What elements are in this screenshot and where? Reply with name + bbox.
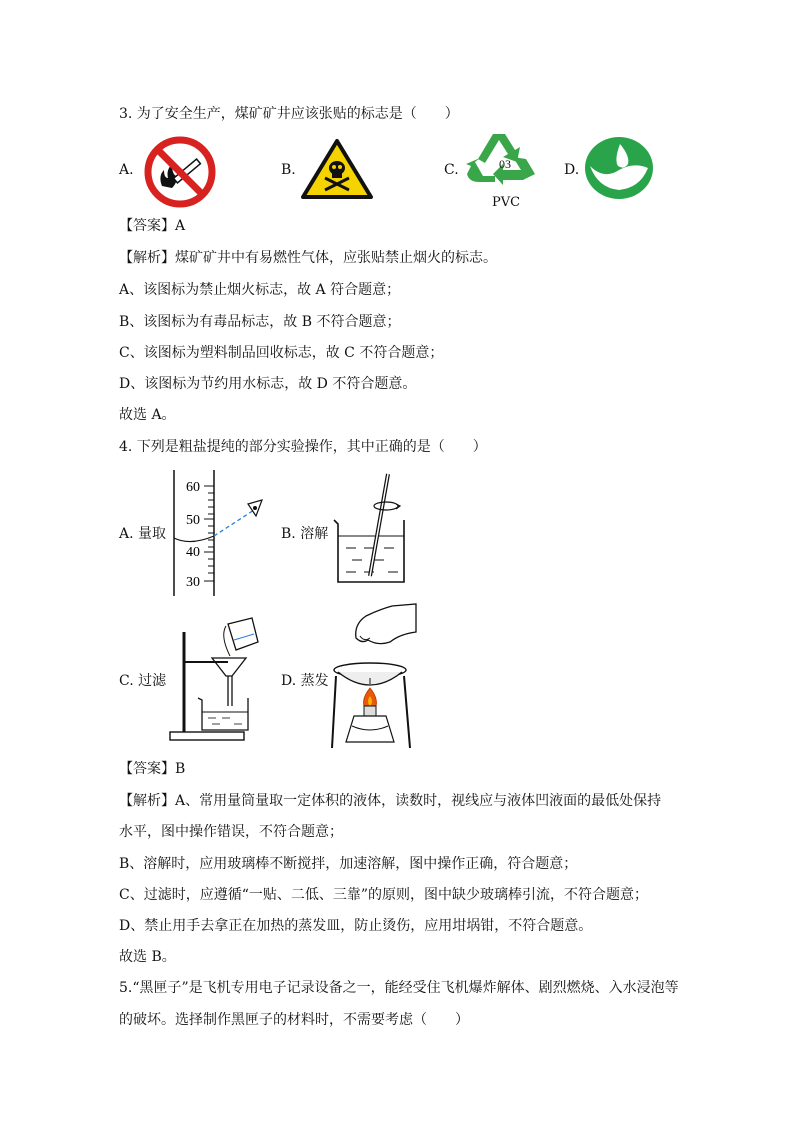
question-4-stem: 4. 下列是粗盐提纯的部分实验操作，其中正确的是（ ）	[119, 439, 487, 455]
question-4-conclusion: 故选 B。	[119, 949, 176, 965]
question-4-analysis-line: C、过滤时，应遵循“一贴、二低、三靠”的原则，图中缺少玻璃棒引流，不符合题意；	[119, 887, 649, 903]
question-4-analysis-line: 水平，图中操作错误，不符合题意；	[119, 824, 343, 840]
option-b-label: B.	[281, 162, 296, 178]
scale-label-50: 50	[186, 513, 200, 528]
question-4-analysis-line: 【解析】A、常用量筒量取一定体积的液体，读数时，视线应与液体凹液面的最低处保持	[119, 793, 662, 809]
recycle-code: 03	[499, 157, 511, 171]
option-c-label: C. 过滤	[119, 673, 167, 689]
question-3-analysis-line: A、该图标为禁止烟火标志，故 A 符合题意；	[119, 282, 401, 298]
question-5-stem: 5.“黑匣子”是飞机专用电子记录设备之一，能经受住飞机爆炸解体、剧烈燃烧、入水浸泡等	[119, 980, 679, 996]
water-saving-icon	[584, 136, 654, 200]
question-3-analysis-line: D、该图标为节约用水标志，故 D 不符合题意。	[119, 376, 417, 392]
option-a-label: A.	[119, 162, 134, 178]
question-3-analysis-line: C、该图标为塑料制品回收标志，故 C 不符合题意；	[119, 345, 444, 361]
scale-label-40: 40	[186, 545, 200, 560]
evaporating-dish-icon	[330, 602, 420, 750]
filtration-setup-icon	[168, 610, 264, 742]
question-4-analysis-line: B、溶解时，应用玻璃棒不断搅拌，加速溶解，图中操作正确，符合题意；	[119, 856, 578, 872]
graduated-cylinder-reading-icon	[166, 468, 268, 598]
option-b-label: B. 溶解	[281, 526, 329, 542]
question-3-analysis-line: B、该图标为有毒品标志，故 B 不符合题意；	[119, 314, 401, 330]
recycle-caption: PVC	[492, 195, 521, 210]
scale-label-30: 30	[186, 575, 200, 590]
option-c-label: C.	[444, 162, 459, 178]
option-a-label: A. 量取	[119, 526, 167, 542]
scale-label-60: 60	[186, 480, 200, 495]
question-3-analysis-line: 【解析】煤矿矿井中有易燃性气体，应张贴禁止烟火的标志。	[119, 250, 497, 266]
toxic-sign-icon	[300, 138, 374, 200]
question-4-answer: 【答案】B	[119, 761, 186, 777]
question-5-stem: 的破坏。选择制作黑匣子的材料时，不需要考虑（ ）	[119, 1012, 469, 1028]
question-3-conclusion: 故选 A。	[119, 407, 176, 423]
option-d-label: D. 蒸发	[281, 673, 329, 689]
question-4-analysis-line: D、禁止用手去拿正在加热的蒸发皿，防止烫伤，应用坩埚钳，不符合题意。	[119, 918, 593, 934]
pvc-recycle-icon	[463, 128, 547, 188]
no-fire-sign-icon	[142, 134, 218, 210]
option-d-label: D.	[564, 162, 580, 178]
beaker-stirring-icon	[332, 470, 412, 588]
question-3-stem: 3. 为了安全生产，煤矿矿井应该张贴的标志是（ ）	[119, 106, 459, 122]
question-3-answer: 【答案】A	[119, 218, 186, 234]
